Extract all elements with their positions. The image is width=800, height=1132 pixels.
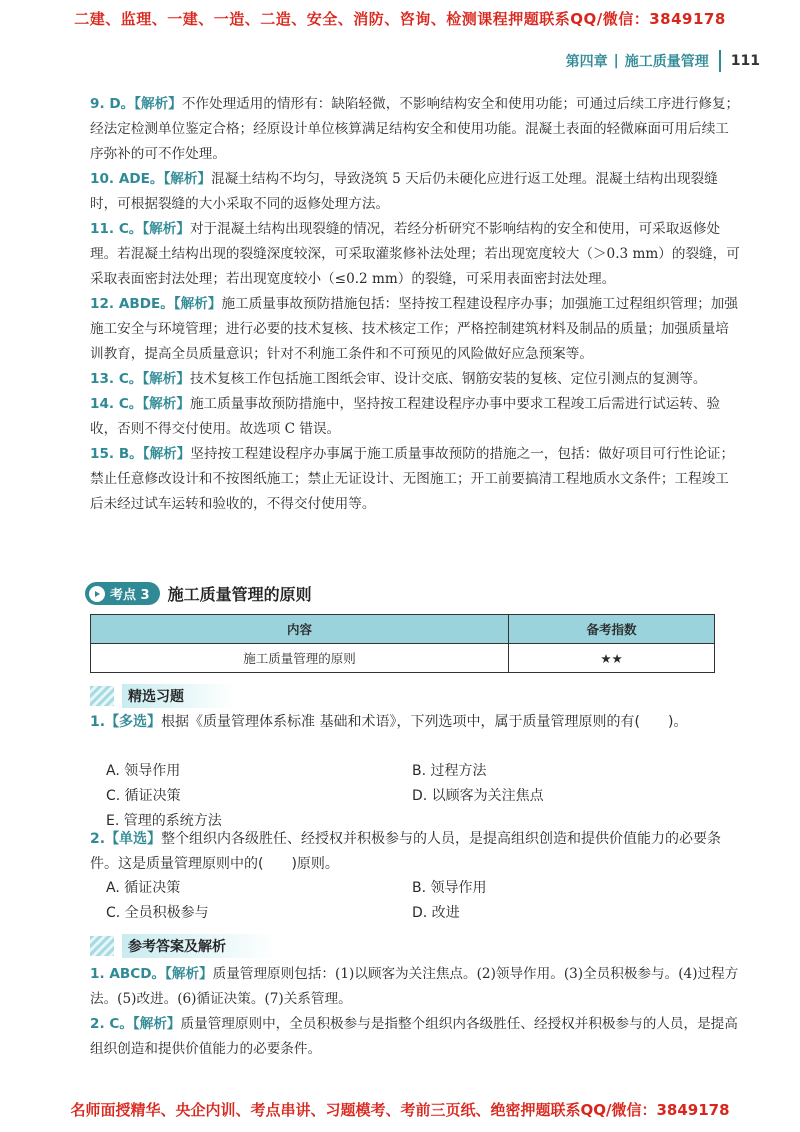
answer-number: 12. ABDE。 bbox=[90, 296, 174, 312]
answer-text: 施工质量事故预防措施中，坚持按工程建设程序办事中要求工程竣工后需进行试运转、验收，否则不得交付使用。故选项 C 错误。 bbox=[90, 396, 721, 437]
answer-text: 混凝土结构不均匀，导致浇筑 5 天后仍未硬化应进行返工处理。混凝土结构出现裂缝时，可根据裂缝的大小采取不同的返修处理方法。 bbox=[90, 171, 718, 212]
option: C. 全员积极参与 bbox=[106, 905, 209, 921]
answer-item bbox=[90, 292, 740, 367]
answer-number: 15. B。 bbox=[90, 446, 143, 462]
question-tag: 【多选】 bbox=[105, 714, 162, 730]
answer-item bbox=[90, 442, 740, 517]
question-1 bbox=[90, 710, 740, 735]
kaodian-table bbox=[90, 614, 715, 673]
option: D. 改进 bbox=[412, 905, 460, 921]
answer-text: 技术复核工作包括施工图纸会审、设计交底、钢筋安装的复核、定位引测点的复测等。 bbox=[189, 371, 707, 387]
question-2-options bbox=[106, 877, 726, 927]
play-icon bbox=[89, 586, 105, 602]
answer-number: 14. C。 bbox=[90, 396, 143, 412]
answer-number: 11. C。 bbox=[90, 221, 143, 237]
question-1-options bbox=[106, 760, 726, 835]
option: E. 管理的系统方法 bbox=[106, 813, 222, 829]
option: C. 循证决策 bbox=[106, 788, 181, 804]
question-text: 整个组织内各级胜任、经授权并积极参与的人员，是提高组织创造和提供价值能力的必要条件。这是质量管理原则中的( )原则。 bbox=[90, 831, 722, 872]
bottom-banner: 名师面授精华、央企内训、考点串讲、习题模考、考前三页纸、绝密押题联系QQ/微信：3849178 bbox=[70, 1101, 730, 1119]
section-label-text: 精选习题 bbox=[122, 684, 234, 708]
answer-number: 13. C。 bbox=[90, 371, 143, 387]
page-number: 111 bbox=[730, 53, 760, 69]
divider bbox=[719, 50, 721, 72]
answer-item bbox=[90, 217, 740, 292]
question-text: 根据《质量管理体系标准 基础和术语》，下列选项中，属于质量管理原则的有( )。 bbox=[161, 714, 688, 730]
question-number: 1. bbox=[90, 714, 106, 730]
option: A. 循证决策 bbox=[106, 880, 181, 896]
analysis-tag: 【解析】 bbox=[132, 1016, 181, 1032]
chapter-label: 第四章 bbox=[565, 54, 608, 70]
analysis-tag: 【解析】 bbox=[163, 171, 212, 187]
question-number: 2. bbox=[90, 831, 106, 847]
question-tag: 【单选】 bbox=[105, 831, 162, 847]
table-header: 备考指数 bbox=[509, 615, 715, 644]
answer-text: 不作处理适用的情形有：缺陷轻微，不影响结构安全和使用功能；可通过后续工序进行修复；经法定检测单位鉴定合格；经原设计单位核算满足结构安全和使用功能。混凝土表面的轻微麻面可用后续工序弥补的可不作处理。 bbox=[90, 96, 740, 162]
section-label-exercises bbox=[90, 684, 234, 708]
running-head bbox=[566, 50, 760, 72]
chapter-title: 施工质量管理 bbox=[624, 54, 709, 70]
stripe-icon bbox=[90, 936, 114, 956]
answers-part1 bbox=[90, 92, 740, 517]
question-2 bbox=[90, 827, 740, 877]
answer-item bbox=[90, 167, 740, 217]
answer-item bbox=[90, 1012, 740, 1062]
analysis-tag: 【解析】 bbox=[142, 396, 190, 412]
answer-number: 2. C。 bbox=[90, 1016, 133, 1032]
table-row bbox=[91, 644, 715, 673]
kaodian-title: 施工质量管理的原则 bbox=[167, 585, 312, 604]
option: A. 领导作用 bbox=[106, 763, 181, 779]
table-cell: ★★ bbox=[509, 644, 715, 673]
kaodian-badge bbox=[85, 582, 160, 605]
analysis-tag: 【解析】 bbox=[134, 96, 182, 112]
table-cell: 施工质量管理的原则 bbox=[91, 644, 509, 673]
option: B. 领导作用 bbox=[412, 880, 487, 896]
answer-item bbox=[90, 392, 740, 442]
table-header-row bbox=[91, 615, 715, 644]
top-banner: 二建、监理、一建、一造、二造、安全、消防、咨询、检测课程押题联系QQ/微信：3849178 bbox=[74, 10, 726, 28]
analysis-tag: 【解析】 bbox=[142, 446, 191, 462]
answer-item bbox=[90, 92, 740, 167]
analysis-tag: 【解析】 bbox=[165, 966, 213, 982]
answer-item bbox=[90, 962, 740, 1012]
answer-text: 对于混凝土结构出现裂缝的情况，若经分析研究不影响结构的安全和使用，可采取返修处理。若混凝土结构出现的裂缝深度较深，可采取灌浆修补法处理；若出现宽度较大（＞0.3 mm）的裂缝，可采取表面密封法处理；若出现宽度较小（≤0.2 mm）的裂缝，可采用表面密封法处理。 bbox=[90, 221, 740, 287]
analysis-tag: 【解析】 bbox=[142, 371, 190, 387]
option: D. 以顾客为关注焦点 bbox=[412, 788, 544, 804]
kaodian-header bbox=[85, 582, 312, 605]
answer-number: 10. ADE。 bbox=[90, 171, 164, 187]
answer-text: 坚持按工程建设程序办事属于施工质量事故预防的措施之一，包括：做好项目可行性论证；禁止任意修改设计和不按图纸施工；禁止无证设计、无图施工；开工前要搞清工程地质水文条件；工程竣工后未经过试车运转和验收的，不得交付使用等。 bbox=[90, 446, 735, 512]
kaodian-badge-label: 考点 3 bbox=[110, 588, 150, 603]
answer-text: 施工质量事故预防措施包括：坚持按工程建设程序办事；加强施工过程组织管理；加强施工安全与环境管理；进行必要的技术复核、技术核定工作；严格控制建筑材料及制品的质量；加强质量培训教育，提高全员质量意识；针对不利施工条件和不可预见的风险做好应急预案等。 bbox=[90, 296, 738, 362]
answer-text: 质量管理原则中，全员积极参与是指整个组织内各级胜任、经授权并积极参与的人员，是提高组织创造和提供价值能力的必要条件。 bbox=[90, 1016, 738, 1057]
analysis-tag: 【解析】 bbox=[173, 296, 222, 312]
analysis-tag: 【解析】 bbox=[142, 221, 190, 237]
answer-number: 1. ABCD。 bbox=[90, 966, 166, 982]
answer-text: 质量管理原则包括：(1)以顾客为关注焦点。(2)领导作用。(3)全员积极参与。(4)过程方法。(5)改进。(6)循证决策。(7)关系管理。 bbox=[90, 966, 739, 1007]
option: B. 过程方法 bbox=[412, 763, 487, 779]
answer-number: 9. D。 bbox=[90, 96, 135, 112]
section-label-text: 参考答案及解析 bbox=[122, 934, 276, 958]
stripe-icon bbox=[90, 686, 114, 706]
chapter-separator: | bbox=[613, 53, 619, 69]
answers-part2 bbox=[90, 962, 740, 1062]
answer-item bbox=[90, 367, 740, 392]
section-label-answers bbox=[90, 934, 276, 958]
table-header: 内容 bbox=[91, 615, 509, 644]
